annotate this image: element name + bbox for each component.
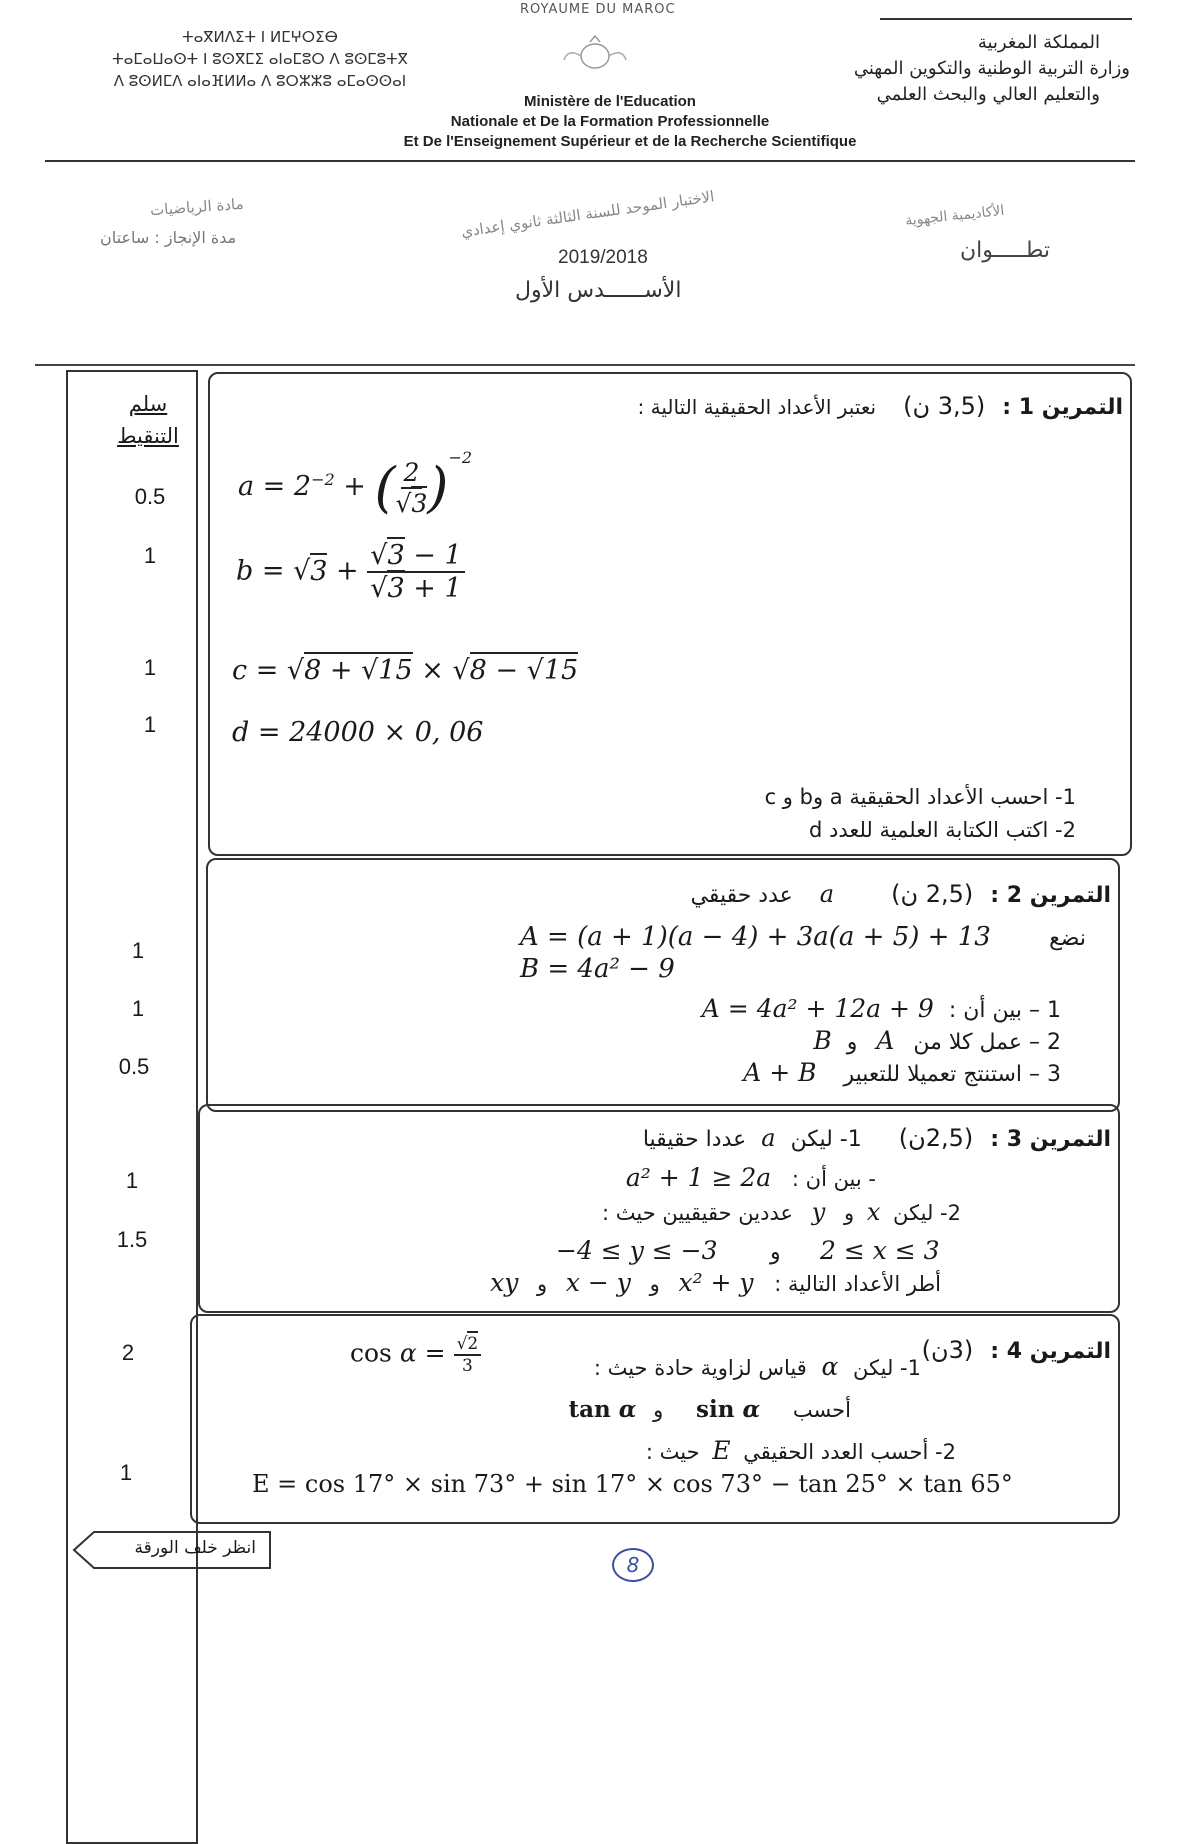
exercise1-q1: 1- احسب الأعداد الحقيقية a وb و c bbox=[764, 785, 1076, 809]
expr-a: $a = 2^{-2}$ + ( $\frac{2}{√3}$ )$^{-2}$ bbox=[238, 448, 473, 519]
exercise4-q2 bbox=[646, 1436, 956, 1465]
cos-alpha-def: cos α = $\frac{√2}{3}$ bbox=[350, 1334, 481, 1376]
scoring-header-line: سلم bbox=[128, 392, 168, 416]
exercise3-show bbox=[626, 1163, 876, 1192]
exercise1-intro: نعتبر الأعداد الحقيقية التالية : bbox=[637, 395, 877, 419]
exercise3-q1b: عددا حقيقيا bbox=[642, 1127, 747, 1152]
exercise3-and-4: و bbox=[537, 1272, 548, 1296]
score-ex2-2: 1 bbox=[131, 996, 145, 1021]
scoring-column-inner bbox=[66, 370, 194, 1840]
score-ex4-1: 2 bbox=[121, 1340, 135, 1365]
score-ex3-2: 1.5 bbox=[116, 1227, 148, 1252]
turn-page-label: انظر خلف الورقة bbox=[134, 1538, 256, 1558]
var-a: a bbox=[819, 880, 835, 908]
exam-semester: الأســــــدس الأول bbox=[515, 278, 682, 303]
page-mark: 8 bbox=[626, 1553, 640, 1577]
var-x: x bbox=[866, 1198, 881, 1226]
var-alpha: α bbox=[821, 1352, 839, 1381]
header-tifinagh bbox=[60, 26, 460, 92]
exam-subject: مادة الرياضيات bbox=[149, 194, 245, 220]
exercise2-set-label: نضع bbox=[1049, 926, 1086, 951]
header-divider bbox=[45, 160, 1135, 162]
exercise1-q2: 2- اكتب الكتابة العلمية للعدد d bbox=[808, 818, 1076, 842]
exercise3-ineq1: a² + 1 ≥ 2a bbox=[625, 1163, 772, 1192]
french-line: Ministère de l'Education bbox=[524, 93, 696, 110]
emblem-logo bbox=[560, 34, 630, 76]
exercise2-q2-label: 2 – عمل كلا من bbox=[913, 1030, 1061, 1055]
score-ex2-3: 0.5 bbox=[118, 1054, 150, 1079]
exercise4-q2-label: 2- أحسب العدد الحقيقي bbox=[743, 1440, 956, 1464]
page-number-handwritten bbox=[612, 1548, 654, 1582]
exercise2-intro: عدد حقيقي bbox=[690, 883, 793, 908]
header-rule-top bbox=[880, 18, 1132, 20]
body-top-rule bbox=[35, 364, 1135, 366]
exam-academy: الأكاديمية الجهوية bbox=[904, 202, 1006, 230]
exercise3-q2b: عددين حقيقيين حيث : bbox=[602, 1201, 794, 1225]
expr-b: b = √3 + $\frac{√3 - 1}{√3 + 1}$ bbox=[236, 540, 465, 604]
exercise2-heading bbox=[690, 880, 1111, 908]
tan-alpha: tan α bbox=[568, 1396, 637, 1423]
var-a: a bbox=[761, 1124, 776, 1152]
exercise3-and: و bbox=[843, 1201, 855, 1225]
expr-c: c = √8 + √15 × √8 − √15 bbox=[232, 655, 578, 686]
french-line: Nationale et De la Formation Professionnelle bbox=[450, 113, 770, 130]
tifinagh-line: ⵜⴰⴳⵍⴷⵉⵜ ⵏ ⵍⵎⵖⵔⵉⴱ bbox=[182, 28, 338, 46]
exercise3-expr1: x² + y bbox=[678, 1268, 754, 1297]
score-ex1-a: 0.5 bbox=[134, 484, 166, 509]
header-arabic bbox=[800, 30, 1130, 108]
arabic-line: المملكة المغربية bbox=[977, 32, 1100, 53]
exercise1-heading bbox=[638, 392, 1123, 420]
exercise2-q1-math: A = 4a² + 12a + 9 bbox=[701, 994, 934, 1023]
exercise3-title: التمرين 3 : bbox=[990, 1127, 1111, 1152]
exercise4-calc-label: أحسب bbox=[792, 1398, 851, 1422]
var-y: y bbox=[811, 1198, 826, 1226]
exam-year: 2019/2018 bbox=[558, 247, 648, 268]
exercise3-and-3: و bbox=[649, 1272, 660, 1296]
exercise2-q3 bbox=[743, 1058, 1061, 1087]
exercise1-title: التمرين 1 : bbox=[1002, 395, 1123, 420]
exercise4-E-def: E = cos 17° × sin 73° + sin 17° × cos 73° − tan 25° × tan 65° bbox=[252, 1470, 1013, 1498]
exercise4-q1b: قياس لزاوية حادة حيث : bbox=[593, 1356, 807, 1380]
scoring-header-line: التنقيط bbox=[117, 424, 179, 448]
exercise2-and: و bbox=[846, 1030, 858, 1055]
exercise3-heading bbox=[643, 1124, 1111, 1152]
exercise3-expr2: x − y bbox=[565, 1268, 631, 1297]
exercise3-q1: 1- ليكن bbox=[790, 1127, 862, 1152]
score-ex1-c: 1 bbox=[143, 655, 157, 680]
exercise2-A-def: A = (a + 1)(a − 4) + 3a(a + 5) + 13 bbox=[520, 922, 991, 952]
exercise3-points: (2,5ن) bbox=[898, 1124, 974, 1152]
score-ex1-d: 1 bbox=[143, 712, 157, 737]
arabic-line: وزارة التربية الوطنية والتكوين المهني bbox=[853, 58, 1130, 79]
score-ex1-b: 1 bbox=[143, 543, 157, 568]
exercise4-points: (3ن) bbox=[921, 1336, 974, 1364]
exercise2-B-def: B = 4a² − 9 bbox=[520, 954, 675, 984]
score-ex3-1: 1 bbox=[125, 1168, 139, 1193]
score-ex2-1: 1 bbox=[131, 938, 145, 963]
turn-page-note bbox=[72, 1530, 272, 1570]
scoring-header bbox=[110, 388, 186, 452]
exercise2-q1 bbox=[702, 994, 1061, 1023]
exercise3-show-label: - بين أن : bbox=[791, 1167, 876, 1191]
exercise4-and: و bbox=[653, 1398, 664, 1422]
header-french bbox=[350, 92, 870, 152]
exercise3-ineq-y: −4 ≤ y ≤ −3 bbox=[556, 1236, 718, 1265]
exercise3-frame-label: أطر الأعداد التالية : bbox=[774, 1272, 941, 1296]
exercise3-and-2: و bbox=[770, 1240, 781, 1265]
header-top-cut: ROYAUME DU MAROC bbox=[520, 2, 676, 17]
exercise2-points: (2,5 ن) bbox=[891, 880, 974, 908]
exercise4-heading bbox=[912, 1336, 1111, 1364]
exercise4-title: التمرين 4 : bbox=[990, 1339, 1111, 1364]
exercise3-ineq-x: 2 ≤ x ≤ 3 bbox=[820, 1236, 940, 1265]
sin-alpha: sin α bbox=[696, 1396, 761, 1423]
tifinagh-line: ⴷ ⵓⵙⵍⵎⴷ ⴰⵏⴰⴼⵍⵍⴰ ⴷ ⵓⵔⵣⵣⵓ ⴰⵎⴰⵙⵙⴰⵏ bbox=[113, 72, 407, 90]
exercise1-box bbox=[208, 372, 1132, 856]
exercise1-points: (3,5 ن) bbox=[903, 392, 986, 420]
exercise4-q1 bbox=[594, 1352, 921, 1381]
exercise2-q3-math: A + B bbox=[743, 1058, 817, 1087]
exam-region: تطـــــوان bbox=[960, 238, 1051, 263]
var-E: E bbox=[712, 1436, 731, 1465]
exercise3-frame bbox=[490, 1268, 941, 1297]
exercise4-q2b: حيث : bbox=[645, 1440, 700, 1464]
exercise2-title: التمرين 2 : bbox=[990, 883, 1111, 908]
expr-d: d = 24000 × 0, 06 bbox=[232, 717, 484, 748]
score-ex4-2: 1 bbox=[119, 1460, 133, 1485]
tifinagh-line: ⵜⴰⵎⴰⵡⴰⵙⵜ ⵏ ⵓⵙⴳⵎⵉ ⴰⵏⴰⵎⵓⵔ ⴷ ⵓⵙⵎⵓⵜⴳ bbox=[112, 50, 408, 68]
french-line: Et De l'Enseignement Supérieur et de la Recherche Scientifique bbox=[403, 133, 857, 150]
exercise3-q2-label: 2- ليكن bbox=[893, 1201, 961, 1225]
exercise4-calc bbox=[569, 1396, 851, 1423]
exam-duration: مدة الإنجاز : ساعتان bbox=[100, 228, 237, 247]
exam-title-line: الاختبار الموحد للسنة الثالثة ثانوي إعدادي bbox=[459, 187, 716, 241]
exercise4-q1-label: 1- ليكن bbox=[853, 1356, 921, 1380]
exercise3-q2 bbox=[602, 1198, 961, 1226]
exercise2-q2 bbox=[813, 1026, 1061, 1055]
exercise2-q1-label: 1 – بين أن : bbox=[948, 998, 1061, 1023]
exercise2-q3-label: 3 – استنتج تعميلا للتعبير bbox=[843, 1062, 1061, 1087]
exercise3-expr3: xy bbox=[490, 1268, 519, 1297]
var-A: A bbox=[876, 1026, 895, 1055]
var-B: B bbox=[813, 1026, 832, 1055]
arabic-line: والتعليم العالي والبحث العلمي bbox=[876, 84, 1100, 105]
